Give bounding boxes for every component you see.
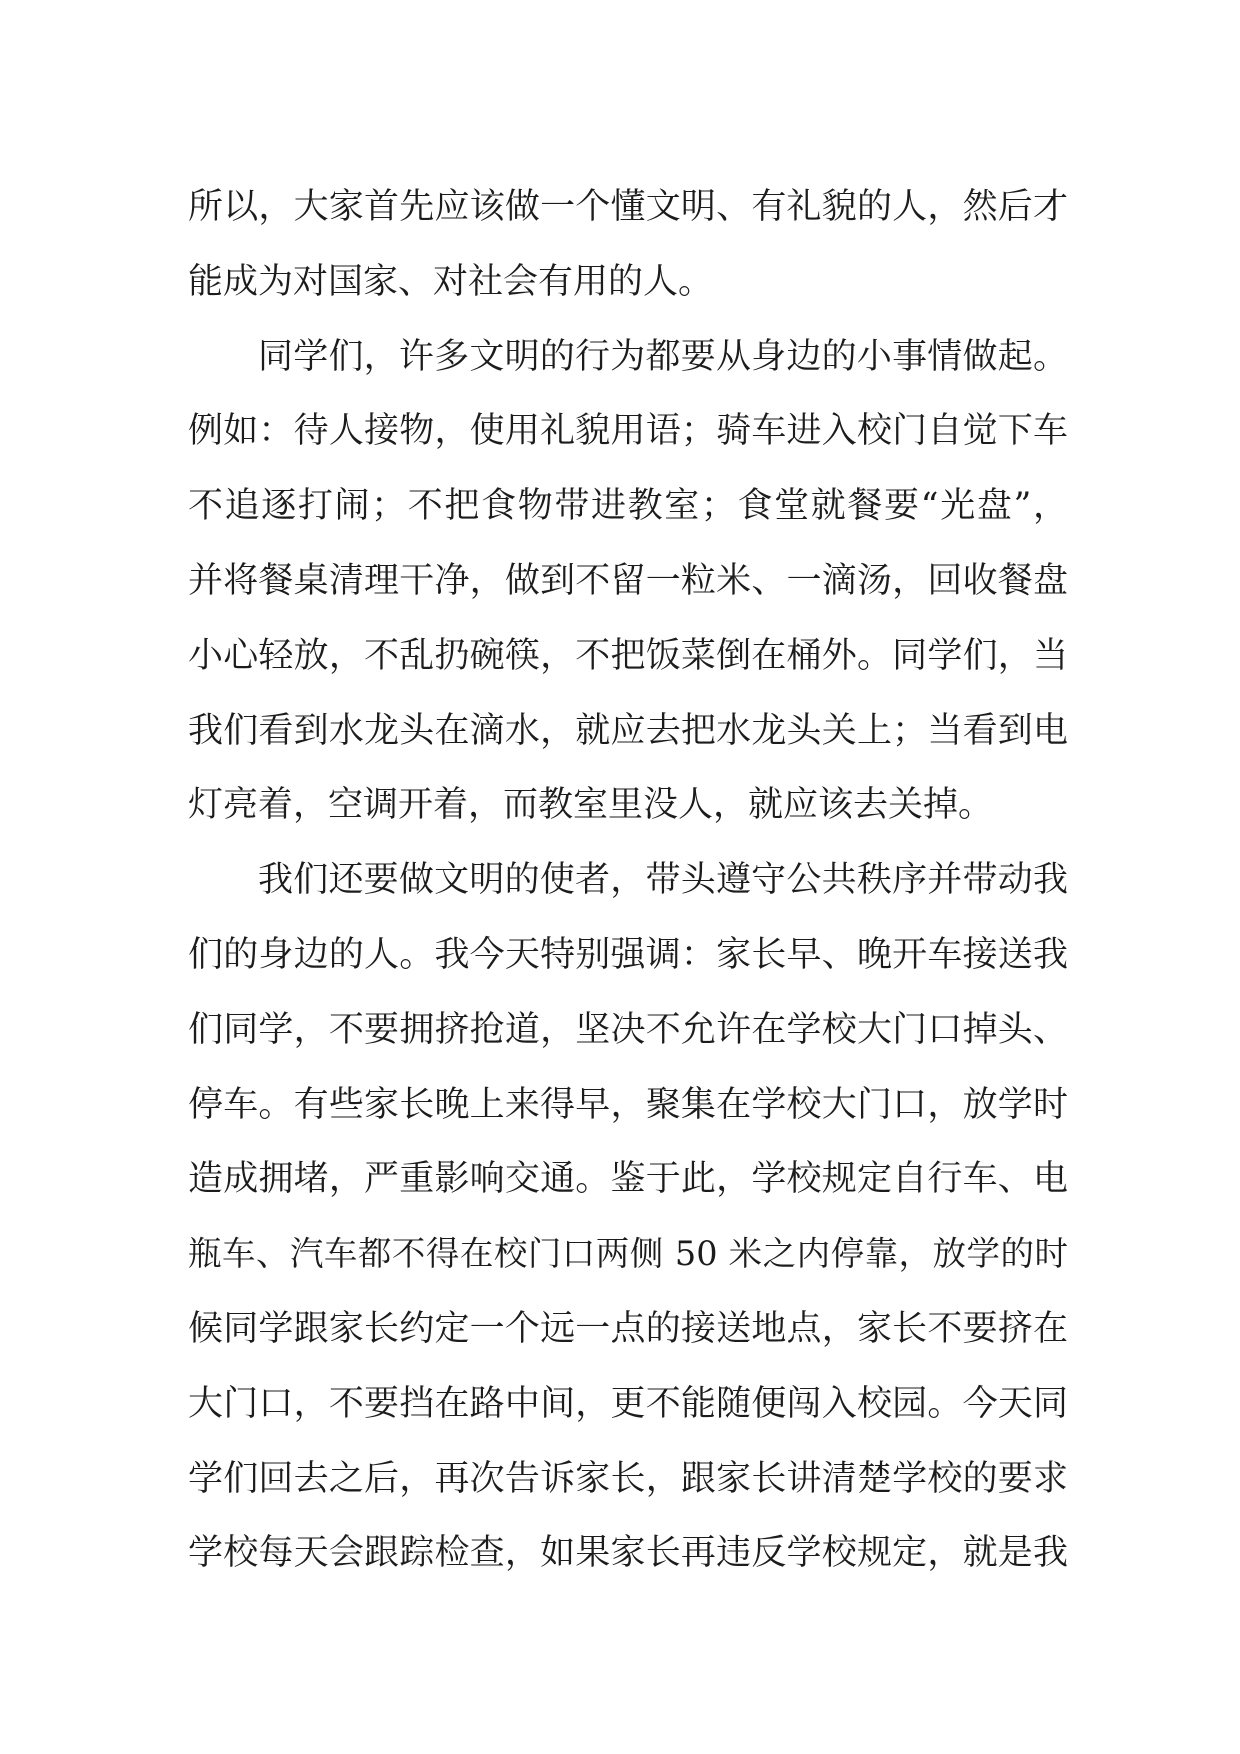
text-line: 候同学跟家长约定一个远一点的接送地点，家长不要挤在 [188,1308,1068,1349]
text-line: 例如：待人接物，使用礼貌用语；骑车进入校门自觉下车 [188,411,1068,452]
text-line: 我们看到水龙头在滴水，就应去把水龙头关上；当看到电 [188,710,1068,751]
text-line: 大门口，不要挡在路中间，更不能随便闯入校园。今天同 [188,1383,1068,1424]
text-line: 学们回去之后，再次告诉家长，跟家长讲清楚学校的要求 [188,1458,1068,1499]
text-line: 不追逐打闹；不把食物带进教室；食堂就餐要“光盘”， [188,486,1068,527]
paragraph-first-line: 同学们，许多文明的行为都要从身边的小事情做起。 [258,336,1068,377]
text-line: 小心轻放，不乱扔碗筷，不把饭菜倒在桶外。同学们，当 [188,635,1068,676]
paragraph-first-line: 我们还要做文明的使者，带头遵守公共秩序并带动我 [258,860,1068,901]
text-line: 学校每天会跟踪检查，如果家长再违反学校规定，就是我 [188,1533,1068,1574]
text-line: 们的身边的人。我今天特别强调：家长早、晚开车接送我 [188,934,1068,975]
text-line: 并将餐桌清理干净，做到不留一粒米、一滴汤，回收餐盘 [188,560,1068,601]
text-line: 们同学，不要拥挤抢道，坚决不允许在学校大门口掉头、 [188,1009,1068,1050]
text-line: 所以，大家首先应该做一个懂文明、有礼貌的人，然后才 [188,187,1068,227]
text-line: 造成拥堵，严重影响交通。鉴于此，学校规定自行车、电 [188,1159,1068,1200]
text-line: 瓶车、汽车都不得在校门口两侧 50 米之内停靠，放学的时 [188,1234,1068,1274]
text-line: 灯亮着，空调开着，而教室里没人，就应该去关掉。 [188,785,994,826]
text-line: 停车。有些家长晚上来得早，聚集在学校大门口，放学时 [188,1084,1068,1125]
body-text [188,170,1068,1591]
text-line: 能成为对国家、对社会有用的人。 [188,261,714,302]
